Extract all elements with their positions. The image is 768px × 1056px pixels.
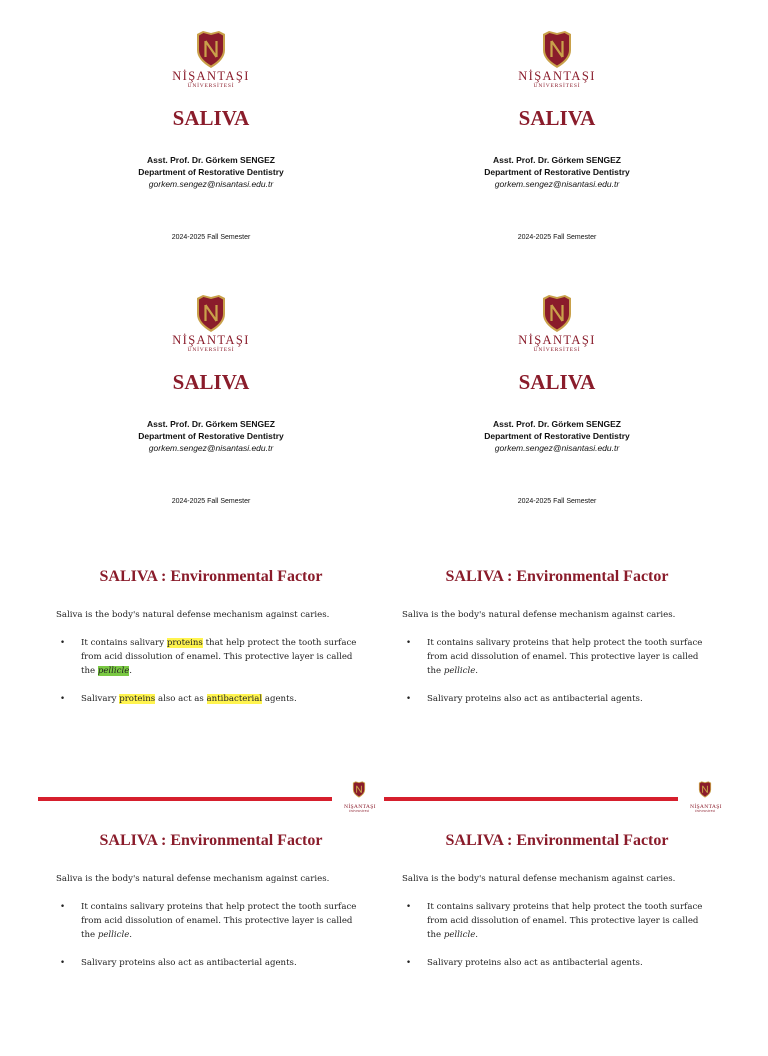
bullet-list [56, 900, 366, 984]
slide-title: SALIVA [518, 106, 596, 130]
slide-title: SALIVA [172, 106, 250, 130]
bullet-list [402, 636, 712, 720]
content-slide [384, 792, 730, 1056]
author-name: Asst. Prof. Dr. Görkem SENGEZ [492, 419, 621, 429]
semester: 2024-2025 Fall Semester [517, 234, 597, 241]
list-item: • It contains salivary proteins that help protect the tooth surface from acid dissolution of enamel. This protective layer is called the pellicle. [56, 636, 366, 678]
shield-N-icon [195, 294, 227, 333]
bullet-list [402, 900, 712, 984]
intro-text: Saliva is the body's natural defense mechanism against caries. [56, 874, 330, 884]
highlight-pellicle: pellicle [97, 666, 130, 676]
semester: 2024-2025 Fall Semester [517, 498, 597, 505]
slide-title: SALIVA : Environmental Factor [99, 832, 323, 849]
slide-title: SALIVA [172, 370, 250, 394]
email: gorkem.sengez@nisantasi.edu.tr [494, 443, 620, 453]
author-name: Asst. Prof. Dr. Görkem SENGEZ [492, 155, 621, 165]
slide-title: SALIVA : Environmental Factor [445, 832, 669, 849]
department: Department of Restorative Dentistry [484, 431, 630, 441]
university-subname: ÜNİVERSİTESİ [533, 83, 581, 89]
author-block [384, 418, 730, 454]
semester: 2024-2025 Fall Semester [171, 234, 251, 241]
list-item: • Salivary proteins also act as antibacterial agents. [56, 692, 366, 706]
list-item: • It contains salivary proteins that help protect the tooth surface from acid dissolution of enamel. This protective layer is called the pellicle. [56, 900, 366, 942]
author-block [384, 154, 730, 190]
author-name: Asst. Prof. Dr. Görkem SENGEZ [146, 419, 275, 429]
author-block [38, 154, 384, 190]
university-subname: ÜNİVERSİTESİ [348, 809, 370, 813]
university-logo [384, 294, 730, 353]
title-slide [384, 264, 730, 528]
list-item: • Salivary proteins also act as antibacterial agents. [402, 956, 712, 970]
author-block [38, 418, 384, 454]
university-logo [384, 30, 730, 89]
university-name: NİŞANTAŞI [172, 333, 250, 347]
content-slide [38, 792, 384, 1056]
intro-text: Saliva is the body's natural defense mechanism against caries. [402, 610, 676, 620]
university-name: NİŞANTAŞI [344, 804, 376, 810]
author-name: Asst. Prof. Dr. Görkem SENGEZ [146, 155, 275, 165]
shield-N-icon [541, 294, 573, 333]
title-slide [38, 0, 384, 264]
intro-text: Saliva is the body's natural defense mechanism against caries. [56, 610, 330, 620]
title-slide [38, 264, 384, 528]
department: Department of Restorative Dentistry [138, 167, 284, 177]
highlight-antibacterial: antibacterial [206, 694, 263, 704]
highlight-proteins: proteins [119, 694, 156, 704]
highlight-proteins: proteins [166, 638, 203, 648]
university-name: NİŞANTAŞI [172, 69, 250, 83]
university-name: NİŞANTAŞI [518, 333, 596, 347]
content-slide [384, 528, 730, 792]
email: gorkem.sengez@nisantasi.edu.tr [494, 179, 620, 189]
slide-title: SALIVA : Environmental Factor [99, 568, 323, 585]
title-slide [384, 0, 730, 264]
university-subname: ÜNİVERSİTESİ [533, 347, 581, 353]
university-subname: ÜNİVERSİTESİ [694, 809, 716, 813]
content-slide [38, 528, 384, 792]
university-logo [38, 30, 384, 89]
university-name: NİŞANTAŞI [690, 804, 722, 810]
list-item: • Salivary proteins also act as antibacterial agents. [402, 692, 712, 706]
department: Department of Restorative Dentistry [138, 431, 284, 441]
slide-title: SALIVA [518, 370, 596, 394]
list-item: • It contains salivary proteins that help protect the tooth surface from acid dissolution of enamel. This protective layer is called the pellicle. [402, 900, 712, 942]
university-subname: ÜNİVERSİTESİ [187, 347, 235, 353]
shield-N-icon [541, 30, 573, 69]
bullet-list [56, 636, 366, 720]
shield-N-icon [195, 30, 227, 69]
email: gorkem.sengez@nisantasi.edu.tr [148, 179, 274, 189]
semester: 2024-2025 Fall Semester [171, 498, 251, 505]
slide-title: SALIVA : Environmental Factor [445, 568, 669, 585]
university-name: NİŞANTAŞI [518, 69, 596, 83]
university-subname: ÜNİVERSİTESİ [187, 83, 235, 89]
department: Department of Restorative Dentistry [484, 167, 630, 177]
email: gorkem.sengez@nisantasi.edu.tr [148, 443, 274, 453]
list-item: • It contains salivary proteins that help protect the tooth surface from acid dissolution of enamel. This protective layer is called the pellicle. [402, 636, 712, 678]
list-item: • Salivary proteins also act as antibacterial agents. [56, 956, 366, 970]
university-logo [38, 294, 384, 353]
intro-text: Saliva is the body's natural defense mechanism against caries. [402, 874, 676, 884]
